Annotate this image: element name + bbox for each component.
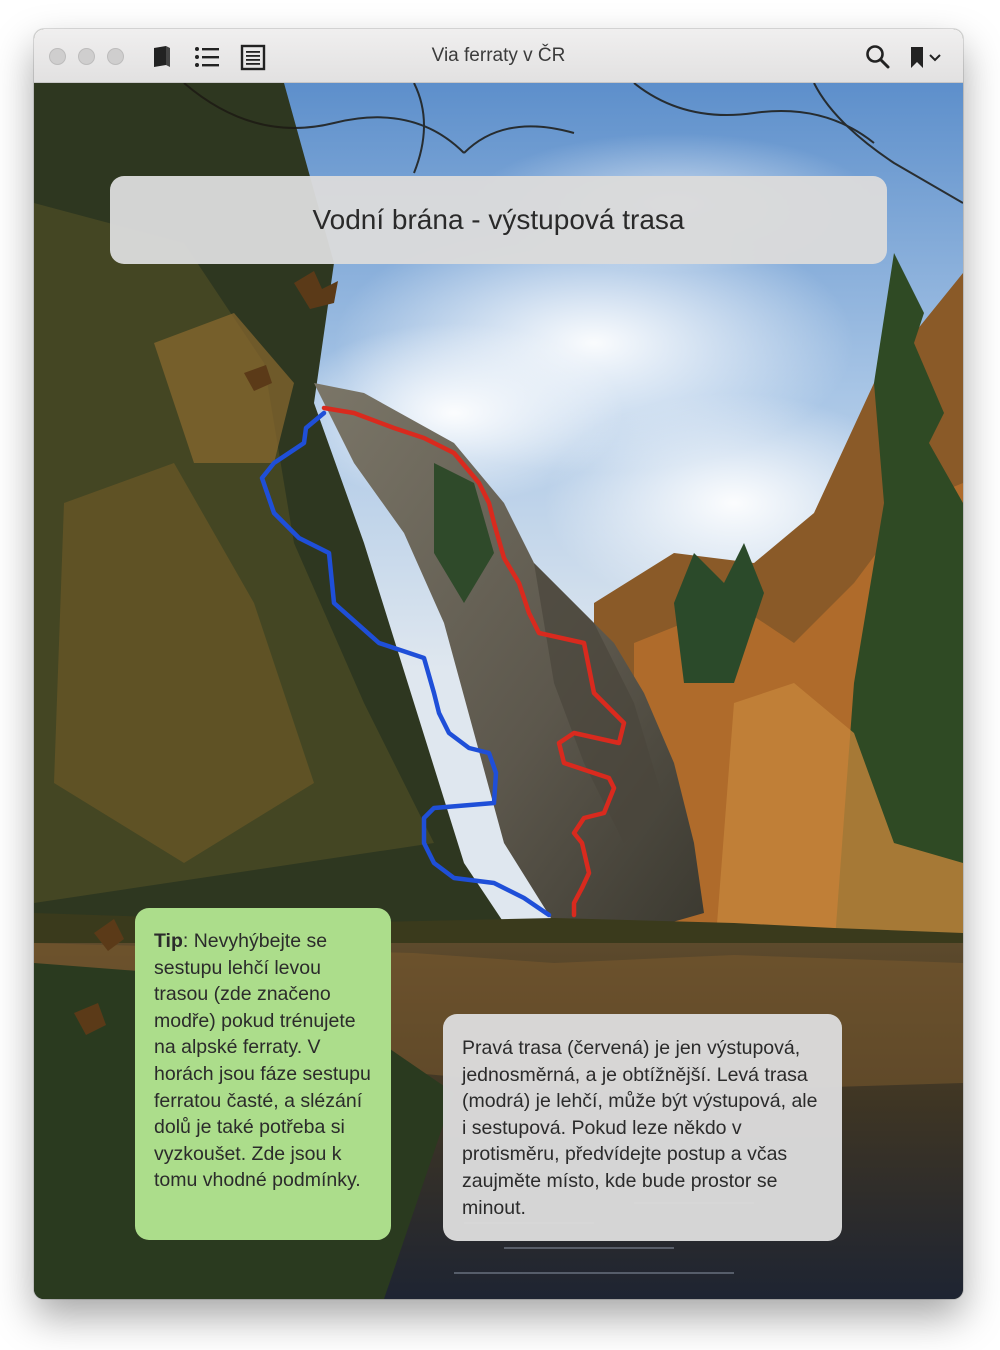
notes-icon[interactable] (238, 42, 268, 72)
minimize-window-button[interactable] (78, 48, 95, 65)
book-icon[interactable] (147, 42, 177, 72)
app-window (34, 29, 963, 1299)
tip-label: Tip (154, 930, 183, 952)
window-title: Via ferraty v ČR (431, 45, 566, 66)
search-icon[interactable] (863, 42, 893, 72)
zoom-window-button[interactable] (107, 48, 124, 65)
tip-callout (135, 908, 391, 1240)
list-icon[interactable] (192, 42, 222, 72)
close-window-button[interactable] (49, 48, 66, 65)
route-info-text: Pravá trasa (červená) je jen výstupová, jednosměrná, a je obtížnější. Levá trasa (modrá) je lehčí, může být výstupová, ale i sestupová. Pokud leze někdo v protisměru, předvídejte postup a včas zaujměte místo, kde bude prostor se minout. (462, 1037, 818, 1219)
chevron-down-icon[interactable] (927, 42, 943, 72)
page-heading: Vodní brána - výstupová trasa (312, 204, 685, 235)
title-bar (34, 29, 963, 83)
tip-text: : Nevyhýbejte se sestupu lehčí levou trasou (zde značeno modře) pokud trénujete na alpské ferraty. V horách jsou fáze sestupu ferratou časté, a slézání dolů je také potřeba si vyzkoušet. Zde jsou k tomu vhodné podmínky. (154, 930, 371, 1192)
page-heading-card (110, 176, 887, 264)
route-info-callout (443, 1014, 842, 1241)
page-content (34, 83, 963, 1299)
